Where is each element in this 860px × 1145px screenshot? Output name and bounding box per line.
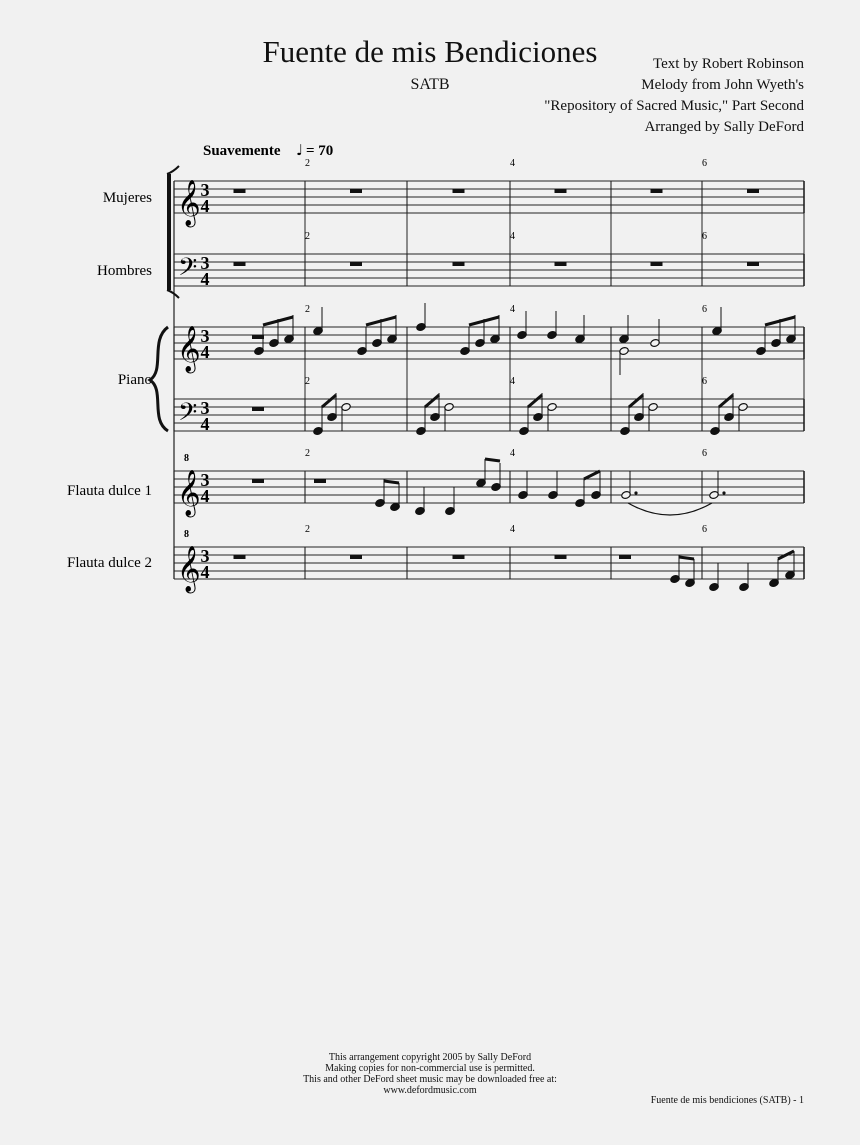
- beam: [679, 557, 694, 559]
- time-signature-bottom: 4: [200, 414, 210, 434]
- time-signature-bottom: 4: [200, 562, 210, 582]
- choir-bracket-top: [167, 166, 179, 174]
- copyright-line: This arrangement copyright 2005 by Sally DeFord: [328, 1052, 532, 1063]
- time-signature-top: 3: [200, 180, 210, 200]
- beam: [719, 395, 733, 407]
- dot: [634, 491, 637, 494]
- beam: [384, 481, 399, 483]
- rest: [651, 189, 663, 193]
- time-signature-bottom: 4: [200, 196, 210, 216]
- measure-number: 6: [702, 448, 707, 459]
- measure-number: 6: [702, 158, 707, 169]
- measure-number: 4: [510, 376, 515, 387]
- part-name: Hombres: [97, 263, 152, 279]
- rest: [747, 189, 759, 193]
- rest: [453, 189, 465, 193]
- credit-melody: Melody from John Wyeth's: [641, 77, 804, 93]
- choir-bracket: [167, 174, 171, 290]
- rest: [234, 555, 246, 559]
- measure-number: 6: [702, 304, 707, 315]
- time-signature-top: 3: [200, 326, 210, 346]
- measure-number: 4: [510, 231, 515, 242]
- measure-number: 6: [702, 524, 707, 535]
- measure-number: 4: [510, 304, 515, 315]
- measure-number: 6: [702, 231, 707, 242]
- credit-source: "Repository of Sacred Music," Part Second: [544, 98, 804, 114]
- website-link[interactable]: www.defordmusic.com: [383, 1085, 477, 1096]
- part-name: Mujeres: [102, 190, 152, 206]
- page-label: Fuente de mis bendiciones (SATB) - 1: [650, 1095, 804, 1106]
- quarter-note-icon: ♩: [296, 141, 304, 159]
- rest: [555, 189, 567, 193]
- rest: [350, 262, 362, 266]
- beam: [629, 395, 643, 407]
- copyright-notice: [230, 1052, 630, 1096]
- measure-number: 2: [305, 376, 310, 387]
- measure-number: 4: [510, 158, 515, 169]
- time-signature-top: 3: [200, 470, 210, 490]
- beam: [528, 395, 542, 407]
- rest: [252, 479, 264, 483]
- rest: [314, 479, 326, 483]
- treble-clef-icon: 𝄞: [177, 470, 201, 516]
- measure-number: 2: [305, 231, 310, 242]
- bass-clef-icon: 𝄢: [178, 398, 198, 433]
- rest: [619, 555, 631, 559]
- copyright-line: Making copies for non-commercial use is permitted.: [325, 1063, 535, 1074]
- measure-number: 4: [510, 524, 515, 535]
- copyright-line: This and other DeFord sheet music may be downloaded free at:: [303, 1074, 557, 1085]
- rest: [747, 262, 759, 266]
- rest: [234, 189, 246, 193]
- octave-mark: 8: [184, 453, 189, 464]
- tempo-marking: Suavemente: [203, 143, 281, 159]
- part-name: Flauta dulce 1: [67, 483, 152, 499]
- rest: [252, 335, 264, 339]
- tempo-value: = 70: [306, 143, 334, 159]
- measure-number: 4: [510, 448, 515, 459]
- rest: [555, 555, 567, 559]
- time-signature-bottom: 4: [200, 486, 210, 506]
- measure-number: 2: [305, 158, 310, 169]
- treble-clef-icon: 𝄞: [177, 546, 201, 592]
- time-signature-bottom: 4: [200, 342, 210, 362]
- rest: [453, 555, 465, 559]
- beam: [322, 395, 336, 407]
- score-subtitle: SATB: [410, 76, 450, 93]
- beam: [584, 471, 600, 479]
- tie: [628, 503, 712, 515]
- piano-brace: [150, 327, 168, 431]
- rest: [350, 189, 362, 193]
- rest: [555, 262, 567, 266]
- part-name: Flauta dulce 2: [67, 555, 152, 571]
- bass-clef-icon: 𝄢: [178, 253, 198, 288]
- rest: [252, 407, 264, 411]
- octave-mark: 8: [184, 529, 189, 540]
- time-signature-top: 3: [200, 546, 210, 566]
- choir-bracket-bottom: [167, 290, 179, 298]
- rest: [234, 262, 246, 266]
- time-signature-top: 3: [200, 253, 210, 273]
- dot: [722, 491, 725, 494]
- rest: [453, 262, 465, 266]
- measure-number: 2: [305, 304, 310, 315]
- score-title: Fuente de mis Bendiciones: [262, 34, 598, 69]
- beam: [425, 395, 439, 407]
- measure-number: 6: [702, 376, 707, 387]
- credit-text: Text by Robert Robinson: [652, 56, 804, 72]
- measure-number: 2: [305, 448, 310, 459]
- treble-clef-icon: 𝄞: [177, 326, 201, 372]
- rest: [350, 555, 362, 559]
- credit-arranger: Arranged by Sally DeFord: [644, 119, 804, 135]
- time-signature-top: 3: [200, 398, 210, 418]
- beam: [485, 459, 500, 461]
- measure-number: 2: [305, 524, 310, 535]
- part-name: Piano: [117, 372, 152, 388]
- rest: [651, 262, 663, 266]
- treble-clef-icon: 𝄞: [177, 180, 201, 226]
- time-signature-bottom: 4: [200, 269, 210, 289]
